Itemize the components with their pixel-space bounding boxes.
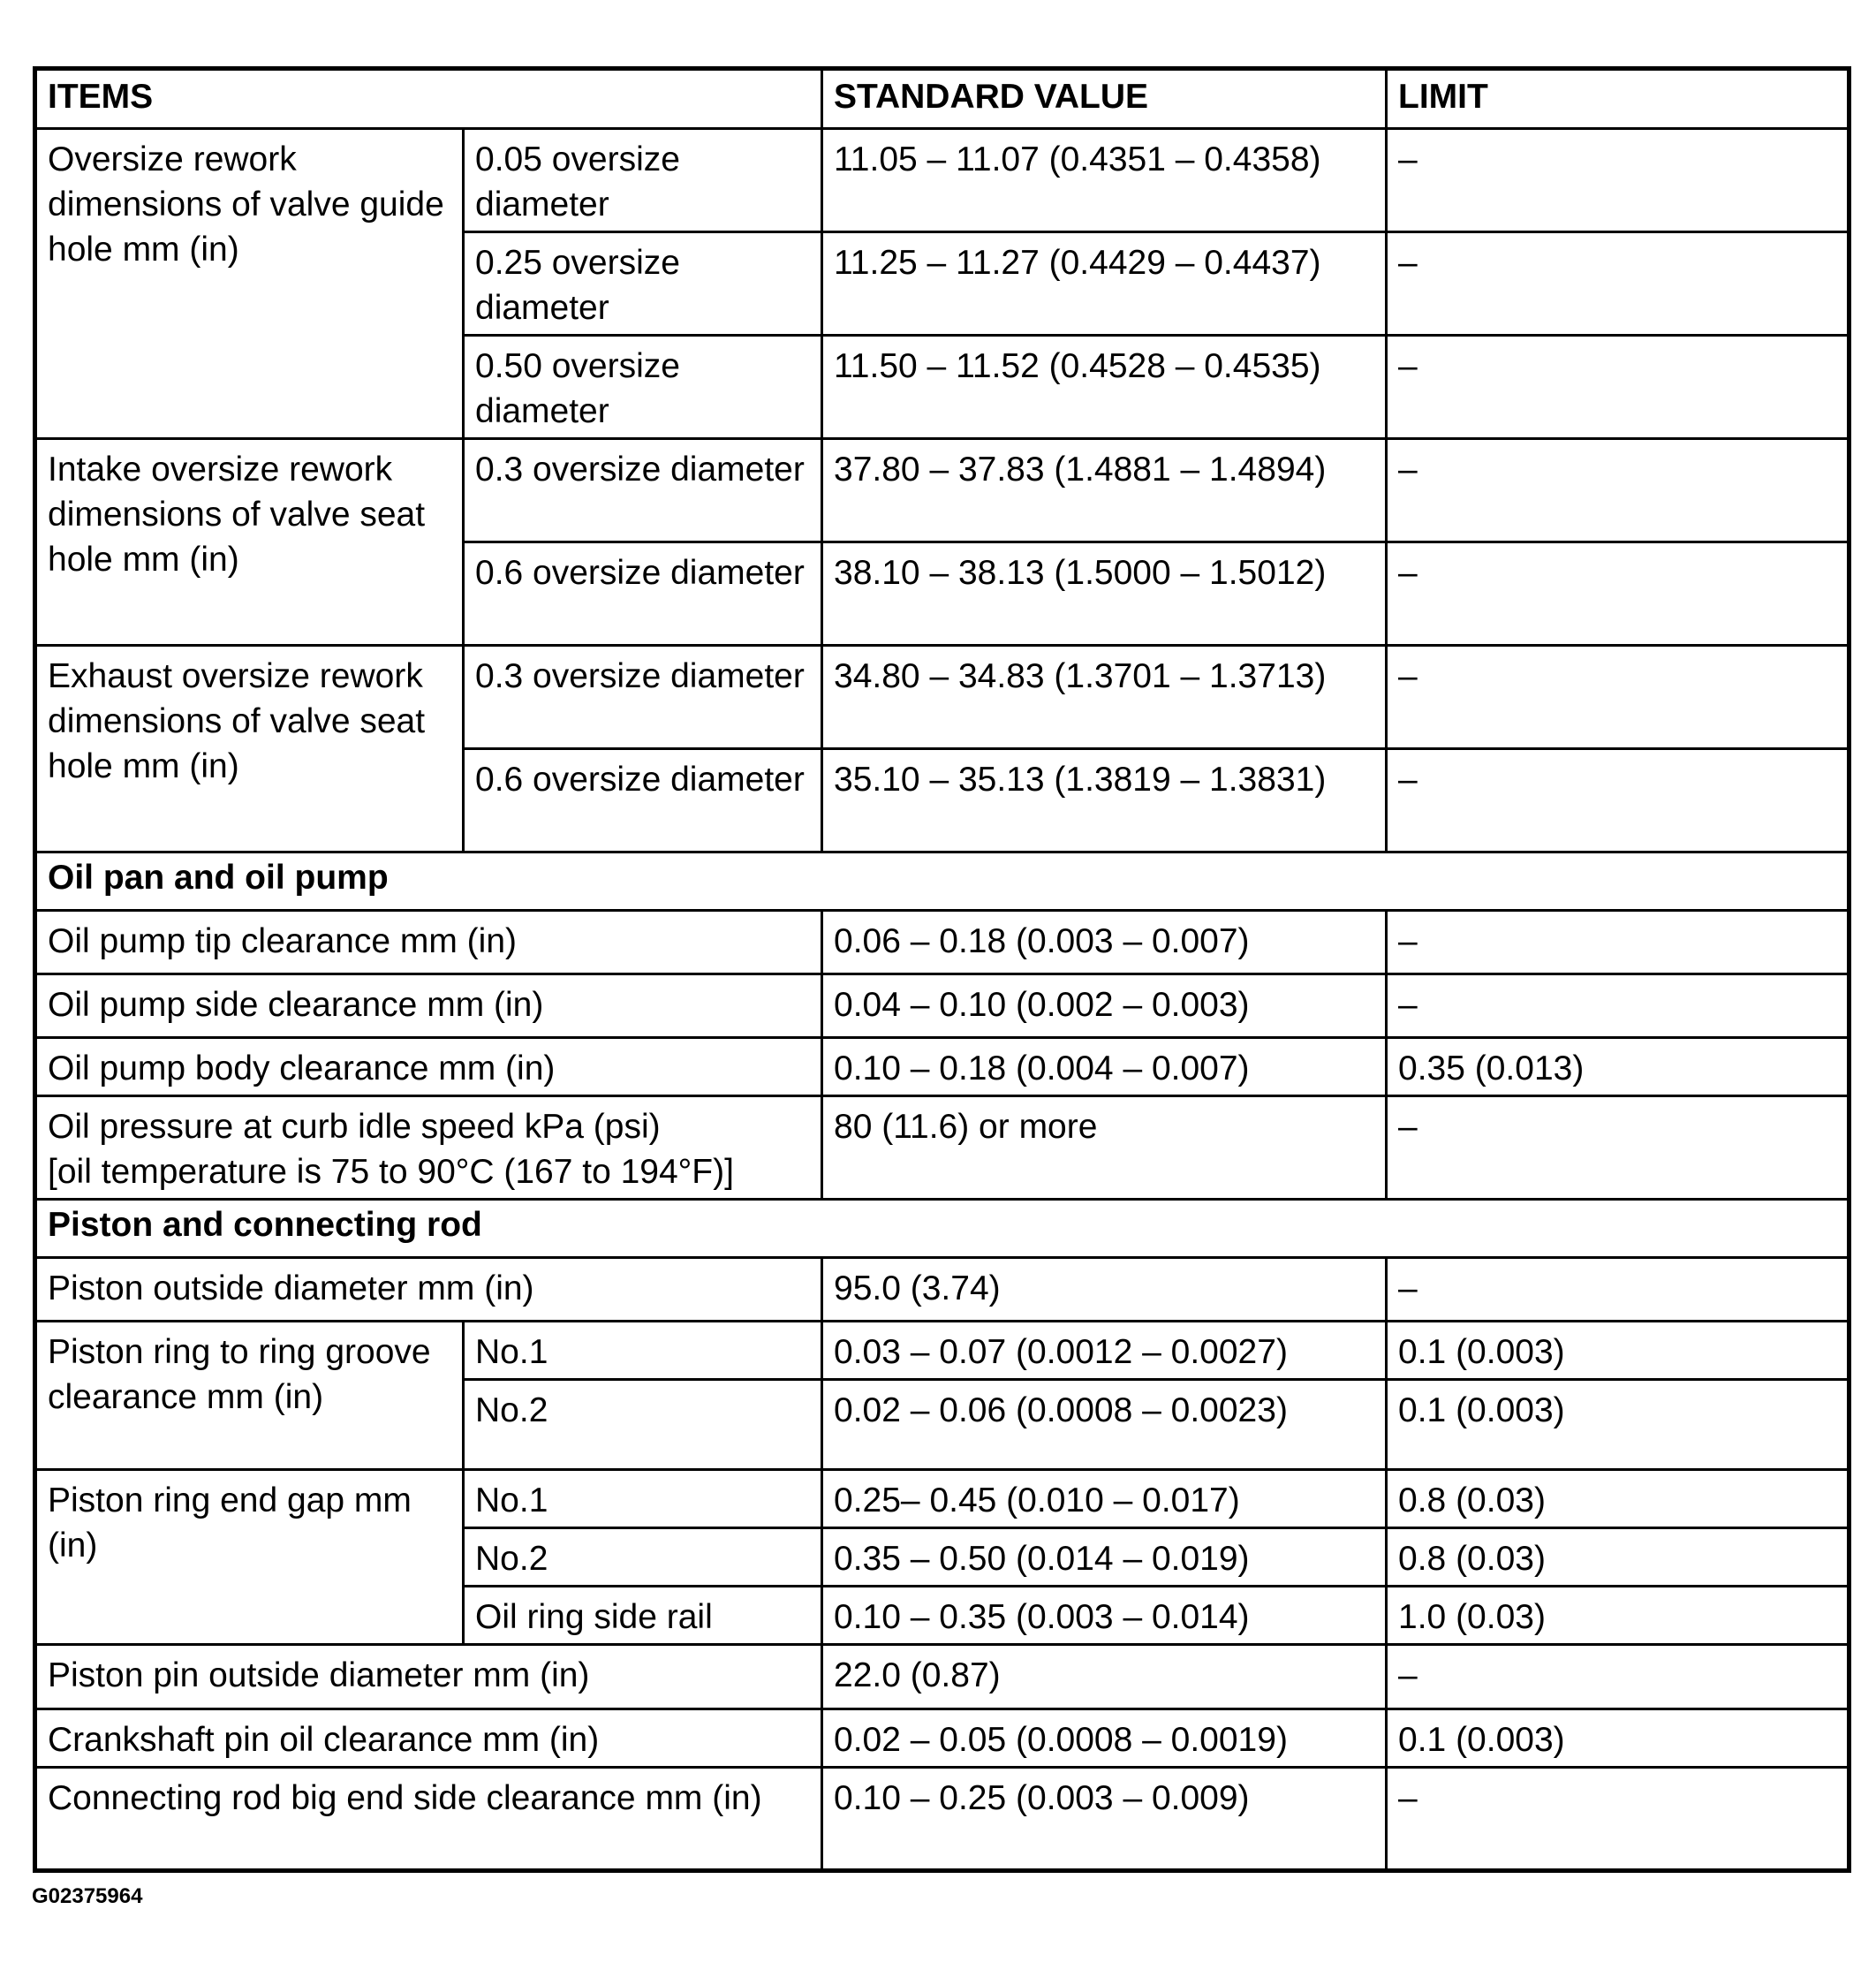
header-row (35, 69, 1850, 129)
standard-value: 34.80 – 34.83 (1.3701 – 1.3713) (822, 646, 1387, 749)
table-row (35, 1038, 1850, 1096)
ring-groove-item: Piston ring to ring groove clearance mm (in) (35, 1322, 464, 1470)
table-row (35, 1258, 1850, 1322)
limit-value: – (1387, 974, 1850, 1038)
limit-value: – (1387, 749, 1850, 852)
standard-value: 11.50 – 11.52 (0.4528 – 0.4535) (822, 336, 1387, 439)
sub-item: 0.3 oversize diameter (464, 439, 822, 542)
sub-item: 0.6 oversize diameter (464, 542, 822, 646)
table-row (35, 911, 1850, 974)
sub-item: No.1 (464, 1322, 822, 1380)
table-row (35, 974, 1850, 1038)
sub-item: 0.6 oversize diameter (464, 749, 822, 852)
standard-value: 0.10 – 0.25 (0.003 – 0.009) (822, 1768, 1387, 1871)
standard-value: 95.0 (3.74) (822, 1258, 1387, 1322)
header-items: ITEMS (35, 69, 822, 129)
limit-value: 0.8 (0.03) (1387, 1470, 1850, 1528)
sub-item: 0.05 oversize diameter (464, 129, 822, 232)
standard-value: 80 (11.6) or more (822, 1096, 1387, 1200)
intake-seat-item: Intake oversize rework dimensions of valve seat hole mm (in) (35, 439, 464, 646)
figure-code: G02375964 (32, 1884, 143, 1908)
limit-value: – (1387, 1258, 1850, 1322)
item-label-line: [oil temperature is 75 to 90°C (167 to 194°F)] (48, 1153, 734, 1191)
standard-value: 0.10 – 0.18 (0.004 – 0.007) (822, 1038, 1387, 1096)
limit-value: 0.1 (0.003) (1387, 1380, 1850, 1470)
table-row (35, 646, 1850, 749)
item-label: Oil pump tip clearance mm (in) (35, 911, 822, 974)
standard-value: 11.05 – 11.07 (0.4351 – 0.4358) (822, 129, 1387, 232)
item-label: Crankshaft pin oil clearance mm (in) (35, 1709, 822, 1768)
standard-value: 0.02 – 0.06 (0.0008 – 0.0023) (822, 1380, 1387, 1470)
sub-item: 0.50 oversize diameter (464, 336, 822, 439)
standard-value: 22.0 (0.87) (822, 1645, 1387, 1709)
standard-value: 0.03 – 0.07 (0.0012 – 0.0027) (822, 1322, 1387, 1380)
spec-table (33, 66, 1851, 1873)
table-row (35, 1645, 1850, 1709)
standard-value: 11.25 – 11.27 (0.4429 – 0.4437) (822, 232, 1387, 336)
standard-value: 0.04 – 0.10 (0.002 – 0.003) (822, 974, 1387, 1038)
section-row (35, 1200, 1850, 1258)
ring-end-gap-item: Piston ring end gap mm (in) (35, 1470, 464, 1645)
standard-value: 0.25– 0.45 (0.010 – 0.017) (822, 1470, 1387, 1528)
limit-value: 0.1 (0.003) (1387, 1322, 1850, 1380)
item-label-line: Oil pressure at curb idle speed kPa (psi) (48, 1108, 661, 1146)
item-label (35, 1096, 822, 1200)
table-row (35, 1709, 1850, 1768)
standard-value: 38.10 – 38.13 (1.5000 – 1.5012) (822, 542, 1387, 646)
section-title-oil: Oil pan and oil pump (35, 852, 1850, 911)
exhaust-seat-item: Exhaust oversize rework dimensions of valve seat hole mm (in) (35, 646, 464, 852)
standard-value: 0.02 – 0.05 (0.0008 – 0.0019) (822, 1709, 1387, 1768)
limit-value: – (1387, 1096, 1850, 1200)
section-title-piston: Piston and connecting rod (35, 1200, 1850, 1258)
sub-item: No.2 (464, 1380, 822, 1470)
limit-value: – (1387, 439, 1850, 542)
standard-value: 0.10 – 0.35 (0.003 – 0.014) (822, 1587, 1387, 1645)
sub-item: 0.25 oversize diameter (464, 232, 822, 336)
item-label: Oil pump side clearance mm (in) (35, 974, 822, 1038)
sub-item: No.2 (464, 1528, 822, 1587)
table-row (35, 1768, 1850, 1871)
limit-value: 1.0 (0.03) (1387, 1587, 1850, 1645)
item-label: Connecting rod big end side clearance mm (in) (35, 1768, 822, 1871)
limit-value: – (1387, 1768, 1850, 1871)
limit-value: – (1387, 542, 1850, 646)
table-row (35, 1096, 1850, 1200)
item-label: Piston pin outside diameter mm (in) (35, 1645, 822, 1709)
limit-value: – (1387, 336, 1850, 439)
standard-value: 0.06 – 0.18 (0.003 – 0.007) (822, 911, 1387, 974)
limit-value: – (1387, 1645, 1850, 1709)
limit-value: 0.8 (0.03) (1387, 1528, 1850, 1587)
limit-value: – (1387, 911, 1850, 974)
standard-value: 0.35 – 0.50 (0.014 – 0.019) (822, 1528, 1387, 1587)
sub-item: Oil ring side rail (464, 1587, 822, 1645)
sub-item: 0.3 oversize diameter (464, 646, 822, 749)
section-row (35, 852, 1850, 911)
table-row (35, 1470, 1850, 1528)
limit-value: – (1387, 646, 1850, 749)
limit-value: 0.1 (0.003) (1387, 1709, 1850, 1768)
valve-guide-item: Oversize rework dimensions of valve guide hole mm (in) (35, 129, 464, 439)
header-standard-value: STANDARD VALUE (822, 69, 1387, 129)
standard-value: 35.10 – 35.13 (1.3819 – 1.3831) (822, 749, 1387, 852)
item-label: Oil pump body clearance mm (in) (35, 1038, 822, 1096)
sub-item: No.1 (464, 1470, 822, 1528)
table-row (35, 439, 1850, 542)
limit-value: 0.35 (0.013) (1387, 1038, 1850, 1096)
standard-value: 37.80 – 37.83 (1.4881 – 1.4894) (822, 439, 1387, 542)
table-row (35, 1322, 1850, 1380)
limit-value: – (1387, 232, 1850, 336)
header-limit: LIMIT (1387, 69, 1850, 129)
item-label: Piston outside diameter mm (in) (35, 1258, 822, 1322)
table-row (35, 129, 1850, 232)
limit-value: – (1387, 129, 1850, 232)
